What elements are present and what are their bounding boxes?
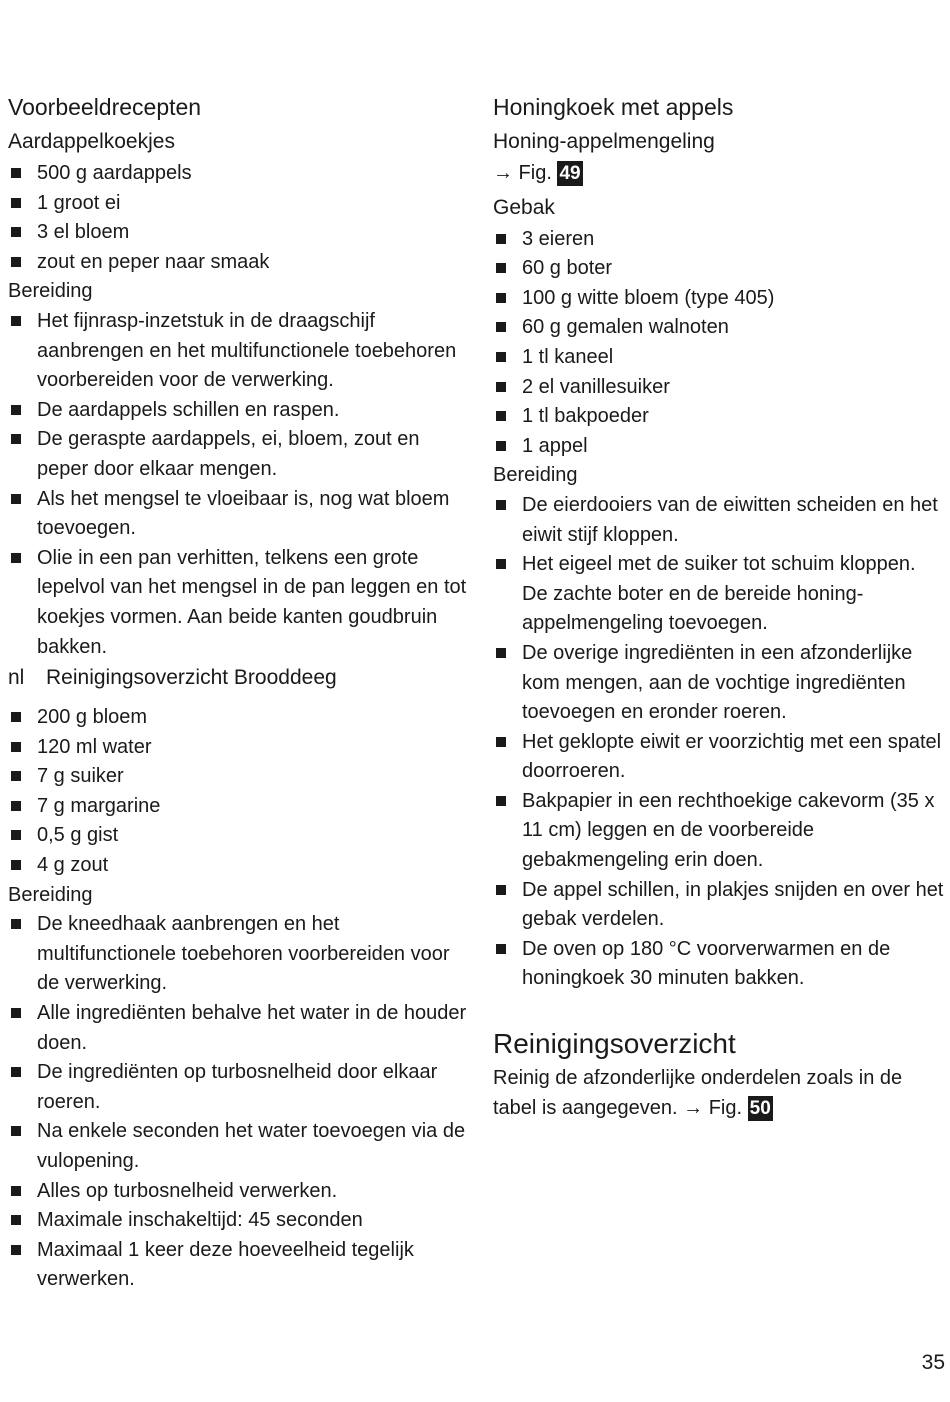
list-item: De kneedhaak aanbrengen en het multifunctionele toebehoren voorbereiden voor de verwerking. [8,910,473,999]
list-item: De eierdooiers van de eiwitten scheiden en het eiwit stijf kloppen. [493,491,945,550]
ingredient-list [8,703,473,881]
step-list [493,491,945,994]
list-item: Het eigeel met de suiker tot schuim kloppen. De zachte boter en de bereide honing-appelmengeling toevoegen. [493,550,945,639]
list-item: 100 g witte bloem (type 405) [493,284,945,314]
recipe-title: Honingkoek met appels [493,94,734,120]
list-item: Als het mengsel te vloeibaar is, nog wat bloem toevoegen. [8,485,473,544]
list-item: 200 g bloem [8,703,473,733]
list-item: De ingrediënten op turbosnelheid door elkaar roeren. [8,1058,473,1117]
list-item: De appel schillen, in plakjes snijden en over het gebak verdelen. [493,876,945,935]
list-item: 1 groot ei [8,189,473,219]
cleaning-body: Reinig de afzonderlijke onderdelen zoals in de tabel is aangegeven. [493,1067,903,1119]
list-item: Maximaal 1 keer deze hoeveelheid tegelijk verwerken. [8,1236,473,1295]
mix-title: Honing-appelmengeling [493,130,715,153]
ingredient-list [8,159,473,277]
list-item: De aardappels schillen en raspen. [8,396,473,426]
prep-label: Bereiding [8,280,93,303]
cleaning-title: Reinigingsoverzicht [493,1028,736,1060]
list-item: 2 el vanillesuiker [493,373,945,403]
cake-label: Gebak [493,195,555,219]
figure-badge: 49 [559,163,581,184]
figure-prefix: → Fig. [493,162,552,184]
prep-label: Bereiding [493,464,578,487]
section-marker [8,663,473,693]
ingredient-list [493,225,945,462]
list-item: 1 tl kaneel [493,343,945,373]
list-item: De oven op 180 °C voorverwarmen en de honingkoek 30 minuten bakken. [493,935,945,994]
figure-prefix: → Fig. [683,1096,743,1119]
list-item: 7 g margarine [8,792,473,822]
list-item: 1 tl bakpoeder [493,402,945,432]
prep-label: Bereiding [8,883,93,906]
list-item: Alle ingrediënten behalve het water in de houder doen. [8,999,473,1058]
list-item: Bakpapier in een rechthoekige cakevorm (35 x 11 cm) leggen en de voorbereide gebakmengeling erin doen. [493,787,945,876]
list-item: Het geklopte eiwit er voorzichtig met een spatel doorroeren. [493,728,945,787]
list-item: Olie in een pan verhitten, telkens een grote lepelvol van het mengsel in de pan leggen en tot koekjes vormen. Aan beide kanten goudbruin bakken. [8,544,473,662]
figure-reference [493,159,945,189]
left-column [8,90,473,1295]
list-item: 120 ml water [8,733,473,763]
list-item: 3 el bloem [8,218,473,248]
list-item: Het fijnrasp-inzetstuk in de draagschijf aanbrengen en het multifunctionele toebehoren voorbereiden voor de verwerking. [8,307,473,396]
list-item: Na enkele seconden het water toevoegen via de vulopening. [8,1117,473,1176]
list-item: Maximale inschakeltijd: 45 seconden [8,1206,473,1236]
list-item: De overige ingrediënten in een afzonderlijke kom mengen, aan de vochtige ingrediënten toevoegen en eronder roeren. [493,639,945,728]
language-code: nl [8,666,25,690]
recipe-title: Aardappelkoekjes [8,130,175,153]
section-title: Voorbeeldrecepten [8,94,202,120]
list-item: De geraspte aardappels, ei, bloem, zout en peper door elkaar mengen. [8,425,473,484]
list-item: 500 g aardappels [8,159,473,189]
right-column [493,90,945,1123]
list-item: 3 eieren [493,225,945,255]
cleaning-text [493,1064,945,1123]
step-list [8,910,473,1295]
list-item: 1 appel [493,432,945,462]
list-item: 60 g boter [493,254,945,284]
list-item: 7 g suiker [8,762,473,792]
list-item: 60 g gemalen walnoten [493,313,945,343]
list-item: 4 g zout [8,851,473,881]
list-item: 0,5 g gist [8,821,473,851]
section-marker-text: Reinigingsoverzicht Brooddeeg [46,666,337,690]
list-item: Alles op turbosnelheid verwerken. [8,1177,473,1207]
page-number: 35 [921,1351,945,1374]
step-list [8,307,473,662]
list-item: zout en peper naar smaak [8,248,473,278]
figure-badge: 50 [749,1097,771,1119]
